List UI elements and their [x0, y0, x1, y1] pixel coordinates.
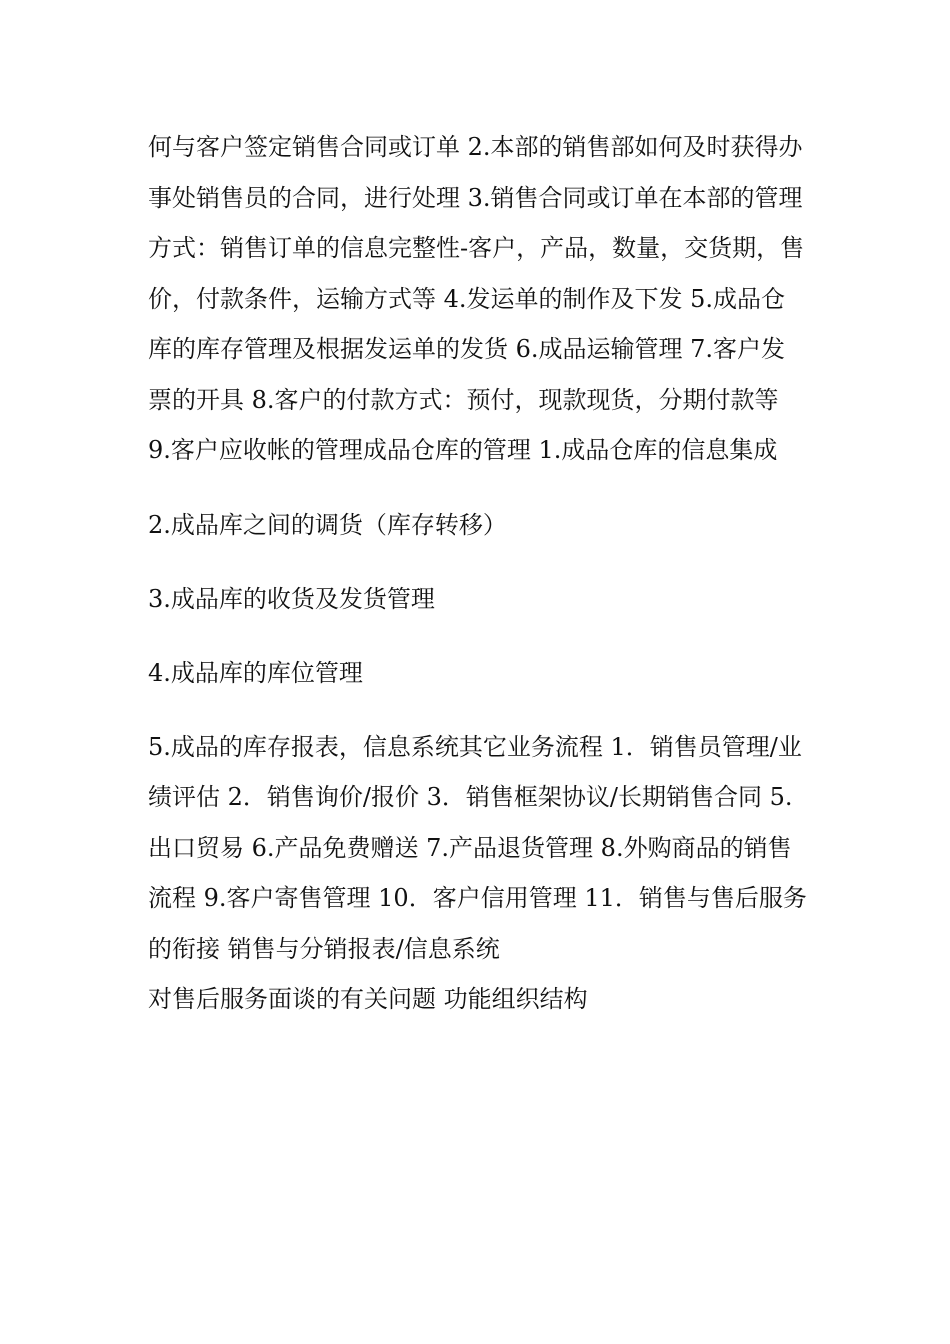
paragraph-receiving-shipping: 3.成品库的收货及发货管理 — [148, 584, 435, 613]
paragraph-after-sales: 对售后服务面谈的有关问题 功能组织结构 — [148, 985, 588, 1013]
paragraph-location-management: 4.成品库的库位管理 — [148, 658, 363, 687]
paragraph-other-processes: 5.成品的库存报表，信息系统其它业务流程 1．销售员管理/业绩评估 2．销售询价/报价 3．销售框架协议/长期销售合同 5.出口贸易 6.产品免费赠送 7.产品退货管理 8.外购商品的销售流程 9.客户寄售管理 10．客户信用管理 11．销售与售后服务的衔接 销售与分销报表/信息系统 — [148, 732, 807, 963]
document-body — [148, 122, 808, 1025]
paragraph-sales-process: 何与客户签定销售合同或订单 2.本部的销售部如何及时获得办事处销售员的合同，进行处理 3.销售合同或订单在本部的管理方式：销售订单的信息完整性-客户，产品，数量，交货期，售价，付款条件，运输方式等 4.发运单的制作及下发 5.成品仓库的库存管理及根据发运单的发货 6.成品运输管理 7.客户发票的开具 8.客户的付款方式：预付，现款现货，分期付款等 9.客户应收帐的管理成品仓库的管理 1.成品仓库的信息集成 — [148, 133, 805, 464]
paragraph-warehouse-transfer: 2.成品库之间的调货（库存转移） — [148, 510, 507, 539]
